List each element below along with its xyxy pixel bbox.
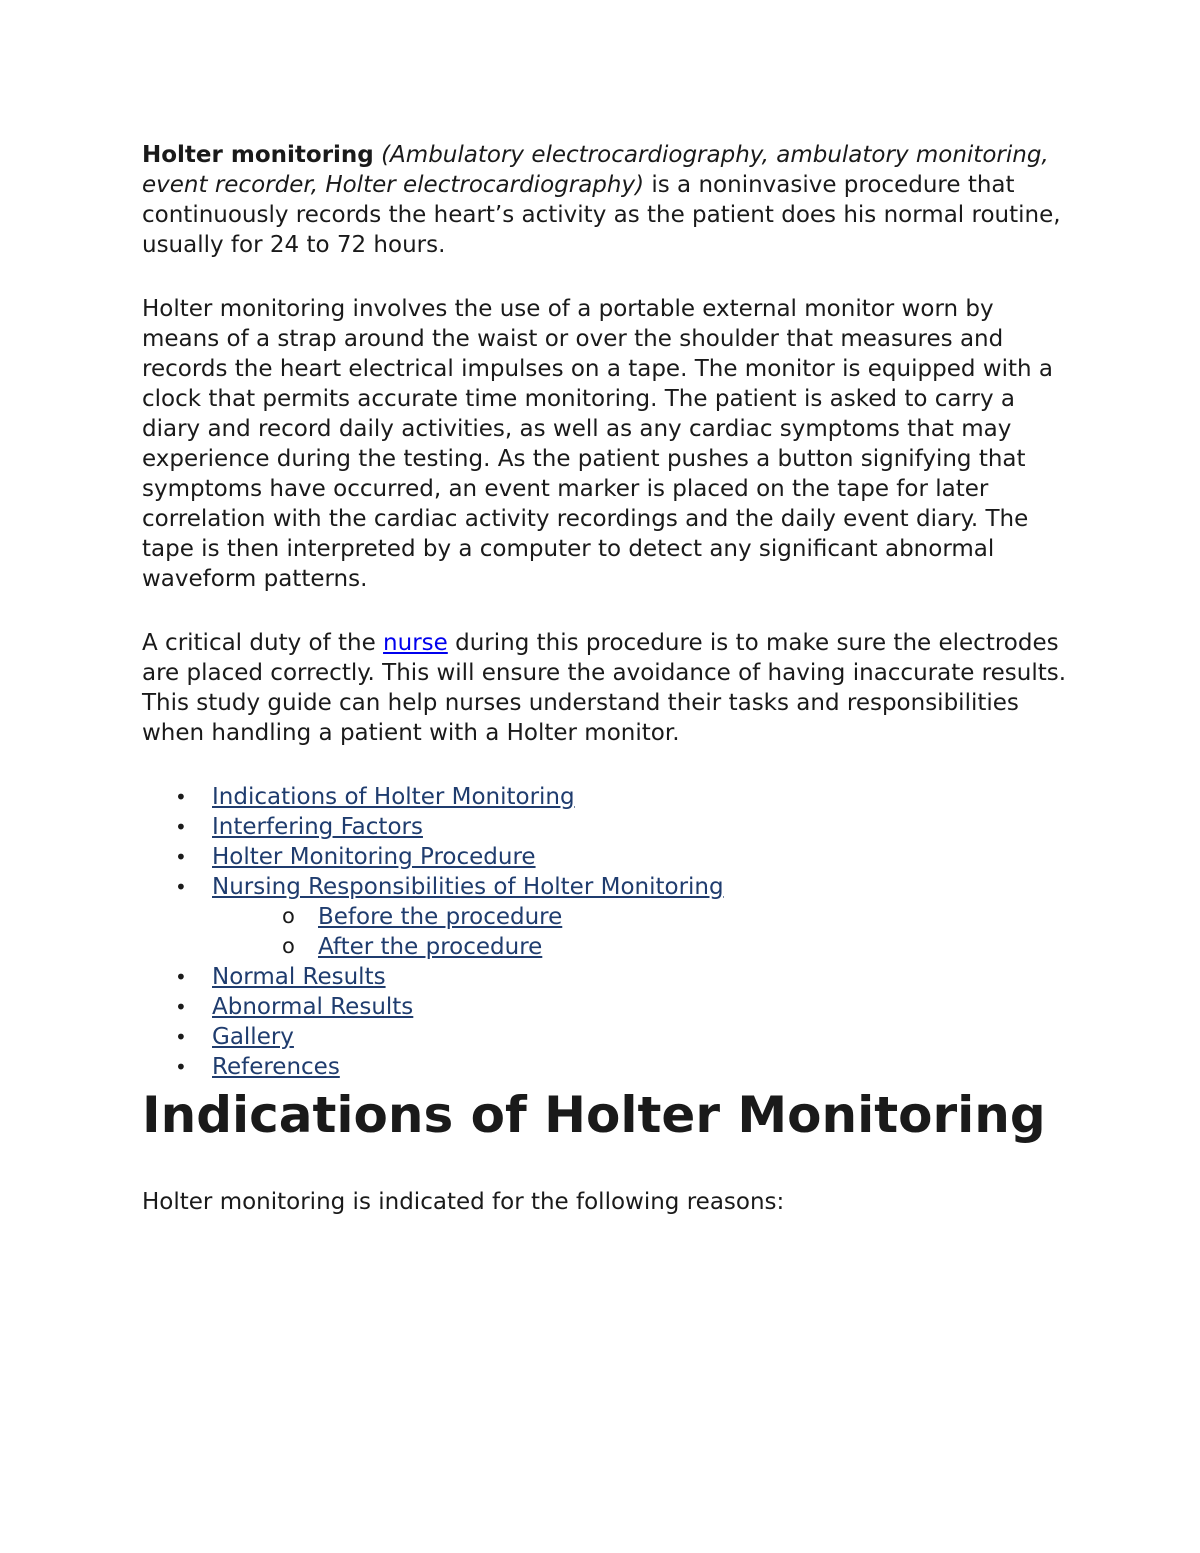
section-intro-paragraph: Holter monitoring is indicated for the following reasons: — [142, 1189, 785, 1215]
toc-item — [142, 842, 1072, 872]
toc-link-interfering-factors[interactable]: Interfering Factors — [212, 814, 423, 840]
toc-link-nursing-responsibilities[interactable]: Nursing Responsibilities of Holter Monitoring — [212, 874, 724, 900]
section-heading-container — [142, 1085, 1072, 1145]
toc-subitem — [142, 902, 1072, 932]
toc-item — [142, 1022, 1072, 1052]
toc-item — [142, 782, 1072, 812]
toc-item — [142, 1052, 1072, 1082]
intro-paragraph — [142, 140, 1072, 260]
toc-link-before-procedure[interactable]: Before the procedure — [318, 904, 563, 930]
toc-sublist — [212, 902, 1072, 962]
toc-item — [142, 992, 1072, 1022]
intro-aliases: (Ambulatory electrocardiography, ambulatory monitoring, event recorder, Holter electrocardiography) — [142, 142, 1049, 198]
toc-subitem — [142, 932, 1072, 962]
document-page — [142, 140, 1072, 1251]
bullet-icon: • — [175, 875, 187, 899]
toc-item — [142, 962, 1072, 992]
bullet-icon: • — [175, 845, 187, 869]
toc-item — [142, 812, 1072, 842]
nurse-link[interactable]: nurse — [383, 630, 448, 656]
bullet-icon: • — [175, 995, 187, 1019]
intro-term: Holter monitoring — [142, 142, 374, 168]
nurse-duty-text-after: during this procedure is to make sure the electrodes are placed correctly. This will ensure the avoidance of having inaccurate results. This study guide can help nurses understand their tasks and responsibilities when handling a patient with a Holter monitor. — [142, 630, 1067, 746]
section-heading: Indications of Holter Monitoring — [142, 1086, 1046, 1144]
bullet-icon: • — [175, 1055, 187, 1079]
bullet-icon: • — [175, 785, 187, 809]
bullet-icon: • — [175, 815, 187, 839]
circle-bullet-icon: o — [282, 904, 295, 928]
toc-link-references[interactable]: References — [212, 1054, 340, 1080]
circle-bullet-icon: o — [282, 934, 295, 958]
toc-link-after-procedure[interactable]: After the procedure — [318, 934, 543, 960]
nurse-duty-paragraph — [142, 628, 1072, 748]
nurse-duty-text-before: A critical duty of the — [142, 630, 384, 656]
toc-link-indications[interactable]: Indications of Holter Monitoring — [212, 784, 575, 810]
bullet-icon: • — [175, 965, 187, 989]
toc-link-abnormal-results[interactable]: Abnormal Results — [212, 994, 414, 1020]
toc-link-procedure[interactable]: Holter Monitoring Procedure — [212, 844, 536, 870]
table-of-contents — [142, 782, 1072, 1082]
bullet-icon: • — [175, 1025, 187, 1049]
toc-link-normal-results[interactable]: Normal Results — [212, 964, 386, 990]
toc-item — [142, 872, 1072, 962]
toc-link-gallery[interactable]: Gallery — [212, 1024, 294, 1050]
intro-definition: is a noninvasive procedure that continuously records the heart’s activity as the patient does his normal routine, usually for 24 to 72 hours. — [142, 172, 1061, 258]
description-paragraph: Holter monitoring involves the use of a portable external monitor worn by means of a strap around the waist or over the shoulder that measures and records the heart electrical impulses on a tape. The monitor is equipped with a clock that permits accurate time monitoring. The patient is asked to carry a diary and record daily activities, as well as any cardiac symptoms that may experience during the testing. As the patient pushes a button signifying that symptoms have occurred, an event marker is placed on the tape for later correlation with the cardiac activity recordings and the daily event diary. The tape is then interpreted by a computer to detect any significant abnormal waveform patterns. — [142, 296, 1053, 592]
